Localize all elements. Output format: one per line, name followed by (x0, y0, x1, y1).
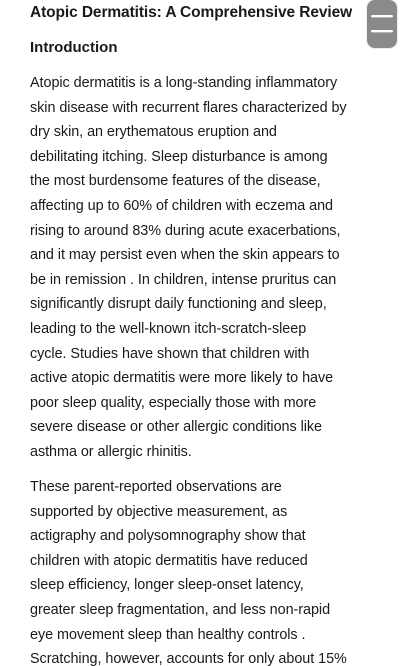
text-line: rising to around 83% during acute exacerbations, (30, 222, 341, 239)
menu-button[interactable] (367, 0, 397, 48)
text-line: the most burdensome features of the disease, (30, 173, 321, 190)
text-line: These parent-reported observations are (30, 479, 282, 495)
text-line: greater sleep fragmentation, and less non-rapid (30, 601, 331, 618)
text-line: leading to the well-known itch-scratch-sleep (30, 320, 307, 337)
text-line: children with atopic dermatitis have reduced (30, 552, 308, 569)
text-line: be in remission . In children, intense pruritus can (30, 271, 337, 288)
text-line: and it may persist even when the skin appears to (30, 247, 340, 264)
text-line: Atopic dermatitis is a long-standing inflammatory (30, 75, 338, 91)
text-line: Scratching, however, accounts for only about 15% (30, 651, 347, 666)
paragraph (30, 475, 375, 666)
text-line: dry skin, an erythematous eruption and (30, 124, 277, 141)
text-line: eye movement sleep than healthy controls . (30, 626, 306, 643)
document-title: Atopic Dermatitis: A Comprehensive Review (30, 4, 353, 21)
menu-icon (367, 0, 397, 48)
text-line: debilitating itching. Sleep disturbance is among (30, 148, 328, 165)
text-line: asthma or allergic rhinitis. (30, 443, 192, 460)
text-line: poor sleep quality, especially those with more (30, 394, 317, 411)
text-line: significantly disrupt daily functioning and sleep, (30, 296, 327, 313)
text-line: actigraphy and polysomnography show that (30, 528, 306, 545)
text-line: cycle. Studies have shown that children with (30, 345, 310, 362)
text-line: active atopic dermatitis were more likely to have (30, 370, 334, 387)
paragraph (30, 71, 375, 465)
text-line: sleep efficiency, longer sleep-onset latency, (30, 577, 304, 594)
text-line: skin disease with recurrent flares characterized by (30, 99, 347, 116)
text-line: affecting up to 60% of children with eczema and (30, 197, 333, 214)
section-heading: Introduction (30, 39, 118, 56)
text-line: severe disease or other allergic conditions like (30, 419, 322, 436)
text-line: supported by objective measurement, as (30, 503, 288, 520)
